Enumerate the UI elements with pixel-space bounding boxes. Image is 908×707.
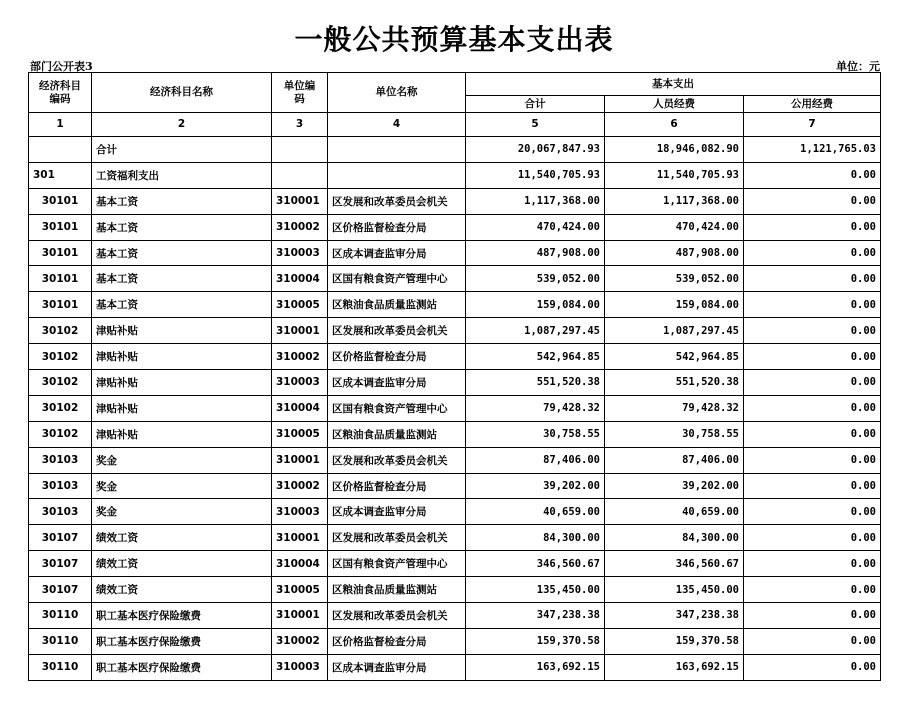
unit-name-cell: 区成本调查监审分局 bbox=[328, 654, 466, 680]
unit-name-cell: 区发展和改革委员会机关 bbox=[328, 603, 466, 629]
economic-code-cell: 30102 bbox=[29, 344, 92, 370]
page-title: 一般公共预算基本支出表 bbox=[294, 23, 614, 56]
header-personnel: 人员经费 bbox=[605, 96, 744, 113]
unit-code-cell: 310005 bbox=[272, 577, 328, 603]
public-amount-cell: 0.00 bbox=[744, 473, 881, 499]
personnel-amount-cell: 87,406.00 bbox=[605, 447, 744, 473]
economic-code-cell: 30103 bbox=[29, 447, 92, 473]
unit-name-cell bbox=[328, 137, 466, 163]
table-row bbox=[29, 447, 881, 473]
economic-code-cell: 30102 bbox=[29, 395, 92, 421]
unit-code-cell: 310001 bbox=[272, 603, 328, 629]
economic-code-cell: 30107 bbox=[29, 577, 92, 603]
total-amount-cell: 87,406.00 bbox=[466, 447, 605, 473]
unit-code-cell: 310003 bbox=[272, 240, 328, 266]
economic-name-cell: 基本工资 bbox=[92, 240, 272, 266]
unit-code-cell: 310002 bbox=[272, 344, 328, 370]
public-amount-cell: 1,121,765.03 bbox=[744, 137, 881, 163]
table-row bbox=[29, 654, 881, 680]
economic-name-cell: 津贴补贴 bbox=[92, 318, 272, 344]
column-number: 3 bbox=[272, 113, 328, 137]
unit-name-cell: 区发展和改革委员会机关 bbox=[328, 447, 466, 473]
economic-code-cell: 30103 bbox=[29, 499, 92, 525]
unit-code-cell: 310003 bbox=[272, 370, 328, 396]
public-amount-cell: 0.00 bbox=[744, 395, 881, 421]
total-amount-cell: 487,908.00 bbox=[466, 240, 605, 266]
column-number: 5 bbox=[466, 113, 605, 137]
unit-name-cell: 区国有粮食资产管理中心 bbox=[328, 395, 466, 421]
table-row bbox=[29, 551, 881, 577]
table-row bbox=[29, 240, 881, 266]
economic-code-cell: 301 bbox=[29, 162, 92, 188]
personnel-amount-cell: 135,450.00 bbox=[605, 577, 744, 603]
public-amount-cell: 0.00 bbox=[744, 654, 881, 680]
unit-name-cell bbox=[328, 162, 466, 188]
personnel-amount-cell: 470,424.00 bbox=[605, 214, 744, 240]
total-amount-cell: 539,052.00 bbox=[466, 266, 605, 292]
economic-code-cell: 30101 bbox=[29, 240, 92, 266]
unit-name-cell: 区国有粮食资产管理中心 bbox=[328, 551, 466, 577]
economic-name-cell: 津贴补贴 bbox=[92, 344, 272, 370]
unit-name-cell: 区发展和改革委员会机关 bbox=[328, 318, 466, 344]
header-total: 合计 bbox=[466, 96, 605, 113]
public-amount-cell: 0.00 bbox=[744, 421, 881, 447]
economic-code-cell: 30103 bbox=[29, 473, 92, 499]
unit-code-cell: 310005 bbox=[272, 421, 328, 447]
personnel-amount-cell: 159,370.58 bbox=[605, 628, 744, 654]
table-row bbox=[29, 603, 881, 629]
unit-name-cell: 区价格监督检查分局 bbox=[328, 344, 466, 370]
header-code: 经济科目编码 bbox=[29, 73, 92, 113]
table-row bbox=[29, 344, 881, 370]
economic-name-cell: 奖金 bbox=[92, 473, 272, 499]
unit-code-cell: 310001 bbox=[272, 447, 328, 473]
economic-name-cell: 津贴补贴 bbox=[92, 370, 272, 396]
economic-name-cell: 职工基本医疗保险缴费 bbox=[92, 603, 272, 629]
economic-name-cell: 绩效工资 bbox=[92, 525, 272, 551]
economic-code-cell: 30110 bbox=[29, 603, 92, 629]
total-amount-cell: 1,087,297.45 bbox=[466, 318, 605, 344]
personnel-amount-cell: 542,964.85 bbox=[605, 344, 744, 370]
table-row bbox=[29, 628, 881, 654]
total-amount-cell: 79,428.32 bbox=[466, 395, 605, 421]
table-row bbox=[29, 214, 881, 240]
header-unit-name: 单位名称 bbox=[328, 73, 466, 113]
total-amount-cell: 40,659.00 bbox=[466, 499, 605, 525]
economic-name-cell: 奖金 bbox=[92, 499, 272, 525]
table-row bbox=[29, 577, 881, 603]
total-amount-cell: 39,202.00 bbox=[466, 473, 605, 499]
table-row bbox=[29, 525, 881, 551]
personnel-amount-cell: 79,428.32 bbox=[605, 395, 744, 421]
table-row bbox=[29, 395, 881, 421]
unit-code-cell: 310003 bbox=[272, 499, 328, 525]
unit-code-cell: 310002 bbox=[272, 473, 328, 499]
economic-code-cell: 30101 bbox=[29, 214, 92, 240]
unit-code-cell: 310004 bbox=[272, 551, 328, 577]
economic-code-cell bbox=[29, 137, 92, 163]
column-number: 1 bbox=[29, 113, 92, 137]
public-amount-cell: 0.00 bbox=[744, 551, 881, 577]
personnel-amount-cell: 84,300.00 bbox=[605, 525, 744, 551]
total-amount-cell: 542,964.85 bbox=[466, 344, 605, 370]
public-amount-cell: 0.00 bbox=[744, 318, 881, 344]
economic-name-cell: 基本工资 bbox=[92, 188, 272, 214]
personnel-amount-cell: 487,908.00 bbox=[605, 240, 744, 266]
department-table-label: 部门公开表3 bbox=[30, 60, 93, 73]
personnel-amount-cell: 30,758.55 bbox=[605, 421, 744, 447]
personnel-amount-cell: 11,540,705.93 bbox=[605, 162, 744, 188]
economic-name-cell: 职工基本医疗保险缴费 bbox=[92, 628, 272, 654]
table-row bbox=[29, 318, 881, 344]
personnel-amount-cell: 346,560.67 bbox=[605, 551, 744, 577]
public-amount-cell: 0.00 bbox=[744, 628, 881, 654]
unit-code-cell: 310002 bbox=[272, 628, 328, 654]
total-amount-cell: 30,758.55 bbox=[466, 421, 605, 447]
public-amount-cell: 0.00 bbox=[744, 344, 881, 370]
table-row bbox=[29, 499, 881, 525]
public-amount-cell: 0.00 bbox=[744, 292, 881, 318]
total-amount-cell: 346,560.67 bbox=[466, 551, 605, 577]
economic-name-cell: 津贴补贴 bbox=[92, 421, 272, 447]
economic-name-cell: 绩效工资 bbox=[92, 577, 272, 603]
table-row bbox=[29, 473, 881, 499]
economic-code-cell: 30101 bbox=[29, 188, 92, 214]
economic-code-cell: 30101 bbox=[29, 266, 92, 292]
unit-name-cell: 区粮油食品质量监测站 bbox=[328, 292, 466, 318]
unit-name-cell: 区粮油食品质量监测站 bbox=[328, 577, 466, 603]
personnel-amount-cell: 539,052.00 bbox=[605, 266, 744, 292]
total-amount-cell: 163,692.15 bbox=[466, 654, 605, 680]
table-row bbox=[29, 137, 881, 163]
economic-code-cell: 30102 bbox=[29, 421, 92, 447]
economic-name-cell: 津贴补贴 bbox=[92, 395, 272, 421]
unit-name-cell: 区价格监督检查分局 bbox=[328, 214, 466, 240]
economic-code-cell: 30102 bbox=[29, 370, 92, 396]
economic-name-cell: 合计 bbox=[92, 137, 272, 163]
total-amount-cell: 551,520.38 bbox=[466, 370, 605, 396]
budget-table bbox=[28, 72, 881, 681]
unit-name-cell: 区价格监督检查分局 bbox=[328, 473, 466, 499]
economic-code-cell: 30102 bbox=[29, 318, 92, 344]
personnel-amount-cell: 551,520.38 bbox=[605, 370, 744, 396]
personnel-amount-cell: 163,692.15 bbox=[605, 654, 744, 680]
table-row bbox=[29, 266, 881, 292]
public-amount-cell: 0.00 bbox=[744, 240, 881, 266]
table-row bbox=[29, 370, 881, 396]
public-amount-cell: 0.00 bbox=[744, 214, 881, 240]
table-row bbox=[29, 421, 881, 447]
personnel-amount-cell: 39,202.00 bbox=[605, 473, 744, 499]
unit-name-cell: 区价格监督检查分局 bbox=[328, 628, 466, 654]
unit-name-cell: 区发展和改革委员会机关 bbox=[328, 188, 466, 214]
column-number-row bbox=[29, 113, 881, 137]
unit-name-cell: 区成本调查监审分局 bbox=[328, 499, 466, 525]
column-number: 7 bbox=[744, 113, 881, 137]
column-number: 6 bbox=[605, 113, 744, 137]
economic-name-cell: 基本工资 bbox=[92, 292, 272, 318]
economic-name-cell: 工资福利支出 bbox=[92, 162, 272, 188]
header-basic-expenditure: 基本支出 bbox=[466, 73, 881, 96]
public-amount-cell: 0.00 bbox=[744, 266, 881, 292]
unit-code-cell: 310001 bbox=[272, 188, 328, 214]
personnel-amount-cell: 40,659.00 bbox=[605, 499, 744, 525]
unit-code-cell: 310005 bbox=[272, 292, 328, 318]
economic-name-cell: 职工基本医疗保险缴费 bbox=[92, 654, 272, 680]
total-amount-cell: 159,370.58 bbox=[466, 628, 605, 654]
header-name: 经济科目名称 bbox=[92, 73, 272, 113]
public-amount-cell: 0.00 bbox=[744, 188, 881, 214]
public-amount-cell: 0.00 bbox=[744, 447, 881, 473]
personnel-amount-cell: 159,084.00 bbox=[605, 292, 744, 318]
economic-code-cell: 30107 bbox=[29, 551, 92, 577]
header-public: 公用经费 bbox=[744, 96, 881, 113]
unit-code-cell bbox=[272, 162, 328, 188]
total-amount-cell: 347,238.38 bbox=[466, 603, 605, 629]
column-number: 4 bbox=[328, 113, 466, 137]
economic-name-cell: 奖金 bbox=[92, 447, 272, 473]
table-header bbox=[29, 73, 881, 137]
public-amount-cell: 0.00 bbox=[744, 525, 881, 551]
total-amount-cell: 84,300.00 bbox=[466, 525, 605, 551]
unit-code-cell: 310004 bbox=[272, 395, 328, 421]
unit-code-cell bbox=[272, 137, 328, 163]
public-amount-cell: 0.00 bbox=[744, 577, 881, 603]
table-row bbox=[29, 162, 881, 188]
personnel-amount-cell: 18,946,082.90 bbox=[605, 137, 744, 163]
unit-name-cell: 区成本调查监审分局 bbox=[328, 370, 466, 396]
economic-name-cell: 基本工资 bbox=[92, 266, 272, 292]
public-amount-cell: 0.00 bbox=[744, 162, 881, 188]
personnel-amount-cell: 1,087,297.45 bbox=[605, 318, 744, 344]
personnel-amount-cell: 1,117,368.00 bbox=[605, 188, 744, 214]
unit-name-cell: 区发展和改革委员会机关 bbox=[328, 525, 466, 551]
unit-name-cell: 区粮油食品质量监测站 bbox=[328, 421, 466, 447]
header-unit-code: 单位编码 bbox=[272, 73, 328, 113]
unit-name-cell: 区成本调查监审分局 bbox=[328, 240, 466, 266]
unit-code-cell: 310004 bbox=[272, 266, 328, 292]
table-row bbox=[29, 188, 881, 214]
unit-name-cell: 区国有粮食资产管理中心 bbox=[328, 266, 466, 292]
public-amount-cell: 0.00 bbox=[744, 370, 881, 396]
public-amount-cell: 0.00 bbox=[744, 499, 881, 525]
total-amount-cell: 20,067,847.93 bbox=[466, 137, 605, 163]
total-amount-cell: 1,117,368.00 bbox=[466, 188, 605, 214]
unit-code-cell: 310003 bbox=[272, 654, 328, 680]
unit-code-cell: 310001 bbox=[272, 318, 328, 344]
column-number: 2 bbox=[92, 113, 272, 137]
personnel-amount-cell: 347,238.38 bbox=[605, 603, 744, 629]
unit-code-cell: 310001 bbox=[272, 525, 328, 551]
unit-code-cell: 310002 bbox=[272, 214, 328, 240]
economic-name-cell: 绩效工资 bbox=[92, 551, 272, 577]
total-amount-cell: 11,540,705.93 bbox=[466, 162, 605, 188]
table-row bbox=[29, 292, 881, 318]
economic-code-cell: 30110 bbox=[29, 654, 92, 680]
economic-code-cell: 30101 bbox=[29, 292, 92, 318]
total-amount-cell: 159,084.00 bbox=[466, 292, 605, 318]
public-amount-cell: 0.00 bbox=[744, 603, 881, 629]
total-amount-cell: 135,450.00 bbox=[466, 577, 605, 603]
total-amount-cell: 470,424.00 bbox=[466, 214, 605, 240]
economic-code-cell: 30107 bbox=[29, 525, 92, 551]
economic-name-cell: 基本工资 bbox=[92, 214, 272, 240]
table-body bbox=[29, 137, 881, 681]
currency-unit-label: 单位：元 bbox=[836, 60, 880, 73]
economic-code-cell: 30110 bbox=[29, 628, 92, 654]
